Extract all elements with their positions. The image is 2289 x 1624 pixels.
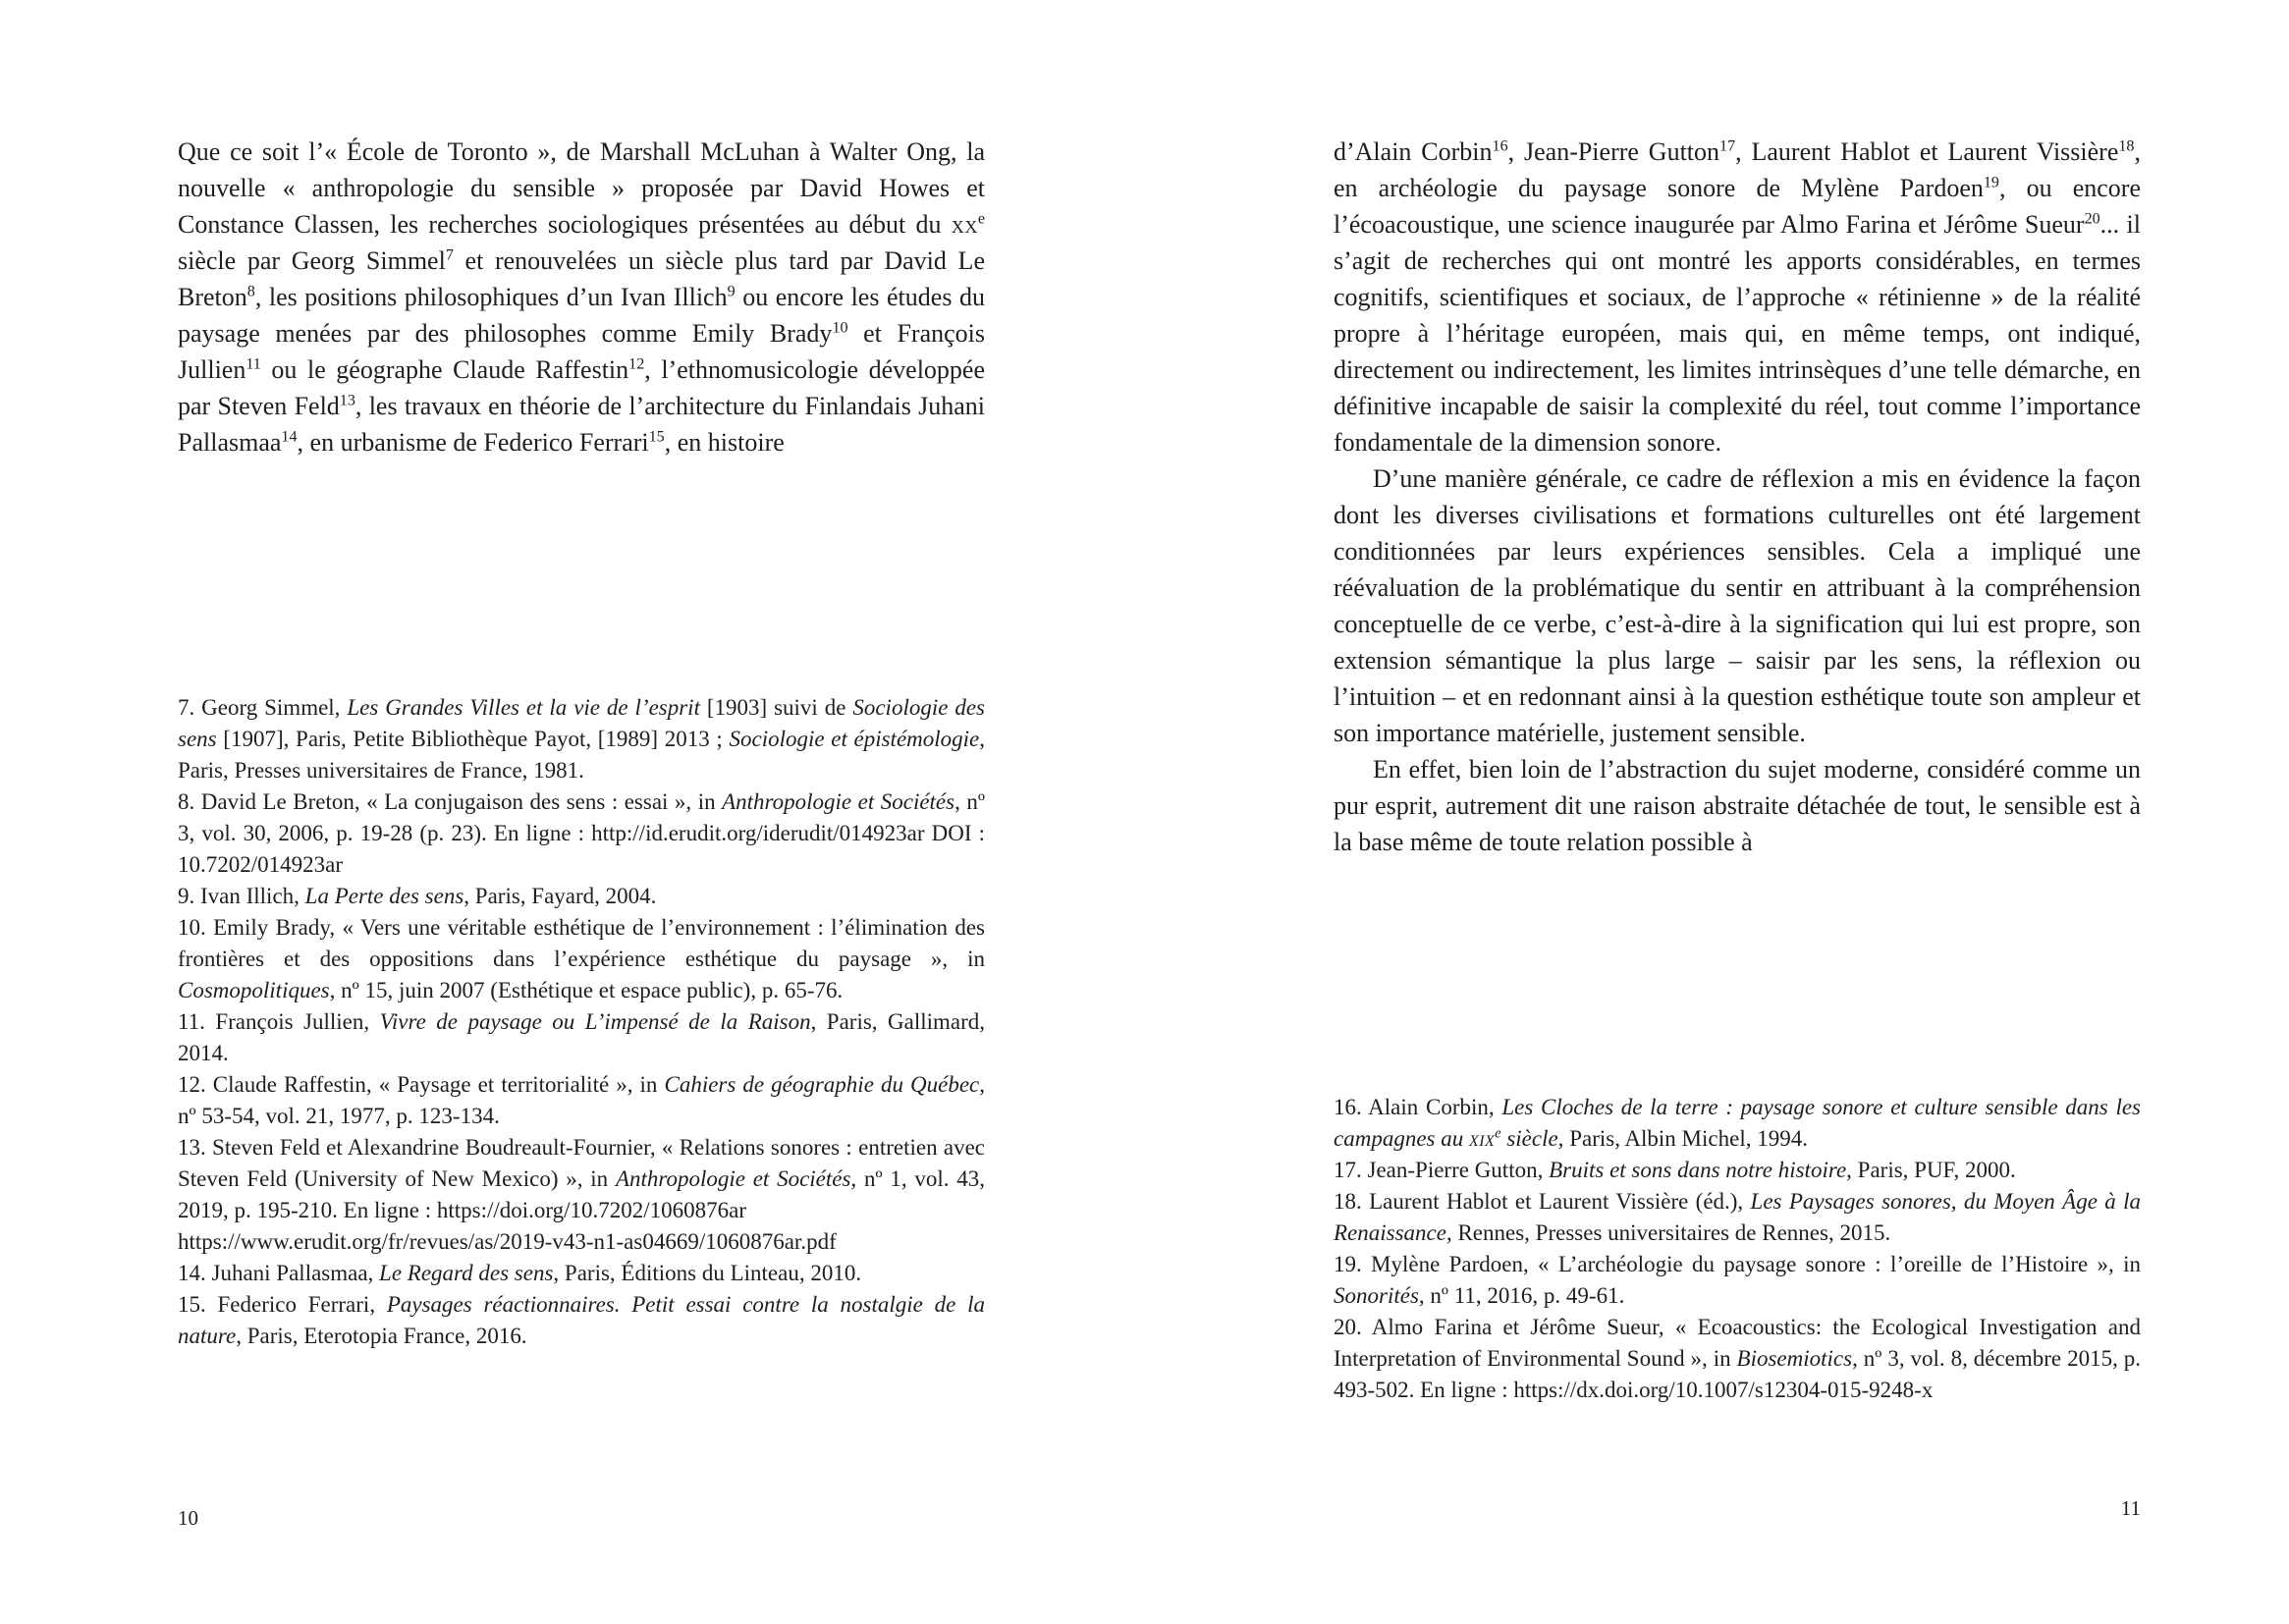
footnote: 12. Claude Raffestin, « Paysage et territorialité », in Cahiers de géographie du Québec, nº 53-54, vol. 21, 1977, p. 123-134. bbox=[178, 1072, 985, 1128]
paragraph: En effet, bien loin de l’abstraction du sujet moderne, considéré comme un pur esprit, autrement dit une raison abstraite détachée de tout, le sensible est à la base même de toute relation possible à bbox=[1334, 755, 2141, 856]
page-left bbox=[0, 0, 1144, 1624]
paragraph: D’une manière générale, ce cadre de réflexion a mis en évidence la façon dont les diverses civilisations et formations culturelles ont été largement conditionnées par leurs expériences sensibles. Cela a impliqué une réévaluation de la problématique du sentir en attribuant à la compréhension conceptuelle de ce verbe, c’est-à-dire à la signification qui lui est propre, son extension sémantique la plus large – saisir par les sens, la réflexion ou l’intuition – et en redonnant ainsi à la question esthétique toute son ampleur et son importance matérielle, justement sensible. bbox=[1334, 464, 2141, 747]
footnote: 18. Laurent Hablot et Laurent Vissière (éd.), Les Paysages sonores, du Moyen Âge à la Renaissance, Rennes, Presses universitaires de Rennes, 2015. bbox=[1334, 1189, 2142, 1245]
footnote: 20. Almo Farina et Jérôme Sueur, « Ecoacoustics: the Ecological Investigation and Interpretation of Environmental Sound », in Biosemiotics, nº 3, vol. 8, décembre 2015, p. 493-502. En ligne : https://dx.doi.org/10.1007/s12304-015-9248-x bbox=[1334, 1315, 2141, 1402]
footnote: 13. Steven Feld et Alexandrine Boudreault-Fournier, « Relations sonores : entretien avec Steven Feld (University of New Mexico) », in Anthropologie et Sociétés, nº 1, vol. 43, 2019, p. 195-210. En ligne : https://doi.org/10.7202/1060876ar https://www.erudit.org/fr/revues/as/2019-v43-n1-as04669/1060876ar.pdf bbox=[178, 1135, 985, 1254]
paragraph: d’Alain Corbin$^{16}$, Jean-Pierre Gutton$^{17}$, Laurent Hablot et Laurent Vissière$^{18}$, en archéologie du paysage sonore de Mylène Pardoen$^{19}$, ou encore l’écoacoustique, une science inaugurée par Almo Farina et Jérôme Sueur$^{20}$... il s’agit de recherches qui ont montré les apports considérables, en termes cognitifs, scientifiques et sociaux, de l’approche « rétinienne » de la réalité propre à l’héritage européen, mais qui, en même temps, ont indiqué, directement ou indirectement, les limites intrinsèques d’une telle démarche, en définitive incapable de saisir la complexité du réel, tout comme l’importance fondamentale de la dimension sonore. bbox=[1334, 137, 2142, 457]
body-text-right bbox=[1334, 134, 2141, 860]
footnote: 10. Emily Brady, « Vers une véritable esthétique de l’environnement : l’élimination des frontières et des oppositions dans l’expérience esthétique du paysage », in Cosmopolitiques, nº 15, juin 2007 (Esthétique et espace public), p. 65-76. bbox=[178, 915, 985, 1002]
footnotes-right bbox=[1334, 1092, 2141, 1406]
page-number-left: 10 bbox=[178, 1506, 198, 1530]
footnotes-left bbox=[178, 692, 985, 1352]
page-number-right: 11 bbox=[2120, 1496, 2141, 1520]
paragraph: Que ce soit l’« École de Toronto », de Marshall McLuhan à Walter Ong, la nouvelle « anthropologie du sensible » proposée par David Howes et Constance Classen, les recherches sociologiques présentées au début du $xx^e$ siècle par Georg Simmel$^7$ et renouvelées un siècle plus tard par David Le Breton$^8$, les positions philosophiques d’un Ivan Illich$^9$ ou encore les études du paysage menées par des philosophes comme Emily Brady$^{10}$ et François Jullien$^{11}$ ou le géographe Claude Raffestin$^{12}$, l’ethnomusicologie développée par Steven Feld$^{13}$, les travaux en théorie de l’architecture du Finlandais Juhani Pallasmaa$^{14}$, en urbanisme de Federico Ferrari$^{15}$, en histoire bbox=[178, 137, 986, 457]
body-text-left bbox=[178, 134, 985, 460]
footnote: 9. Ivan Illich, La Perte des sens, Paris, Fayard, 2004. bbox=[178, 884, 657, 908]
footnote: 14. Juhani Pallasmaa, Le Regard des sens, Paris, Éditions du Linteau, 2010. bbox=[178, 1261, 862, 1285]
footnote: 17. Jean-Pierre Gutton, Bruits et sons dans notre histoire, Paris, PUF, 2000. bbox=[1334, 1158, 2016, 1182]
footnote: 8. David Le Breton, « La conjugaison des sens : essai », in Anthropologie et Sociétés, nº 3, vol. 30, 2006, p. 19-28 (p. 23). En ligne : http://id.erudit.org/iderudit/014923ar DOI : 10.7202/014923ar bbox=[178, 789, 985, 877]
page-right bbox=[1145, 0, 2289, 1624]
footnote: 19. Mylène Pardoen, « L’archéologie du paysage sonore : l’oreille de l’Histoire », in Sonorités, nº 11, 2016, p. 49-61. bbox=[1334, 1252, 2141, 1308]
footnote: 15. Federico Ferrari, Paysages réactionnaires. Petit essai contre la nostalgie de la nature, Paris, Eterotopia France, 2016. bbox=[178, 1292, 985, 1348]
footnote: 7. Georg Simmel, Les Grandes Villes et la vie de l’esprit [1903] suivi de Sociologie des sens [1907], Paris, Petite Bibliothèque Payot, [1989] 2013 ; Sociologie et épistémologie, Paris, Presses universitaires de France, 1981. bbox=[178, 695, 985, 783]
footnote: 16. Alain Corbin, Les Cloches de la terre : paysage sonore et culture sensible dans les campagnes au xix$^e$ siècle, Paris, Albin Michel, 1994. bbox=[1334, 1095, 2141, 1151]
footnote: 11. François Jullien, Vivre de paysage ou L’impensé de la Raison, Paris, Gallimard, 2014. bbox=[178, 1009, 986, 1065]
